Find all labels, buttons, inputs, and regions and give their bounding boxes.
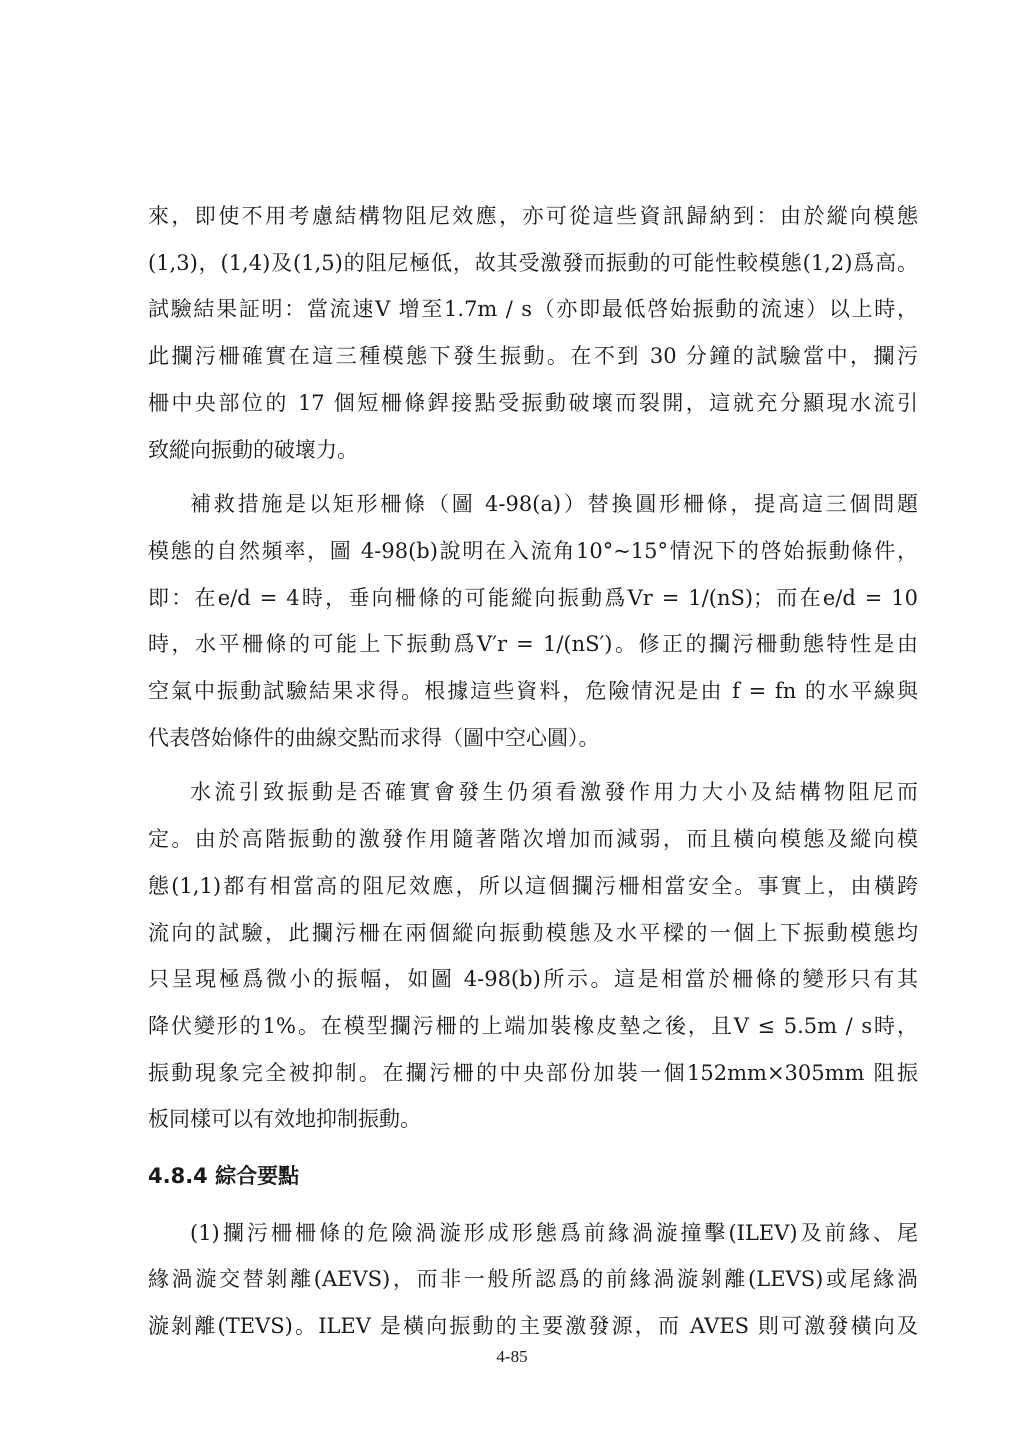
text-line: 只呈現極爲微小的振幅，如圖 4-98(b)所示。這是相當於柵條的變形只有其 <box>148 967 918 992</box>
text-line: 致縱向振動的破壞力。 <box>148 437 358 462</box>
text-line: 此攔污柵確實在這三種模態下發生振動。在不到 30 分鐘的試驗當中，攔污 <box>148 344 918 369</box>
text-line: 定。由於高階振動的激發作用隨著階次增加而減弱，而且橫向模態及縱向模 <box>148 827 918 852</box>
text-line: 模態的自然頻率，圖 4-98(b)說明在入流角10°~15°情況下的啓始振動條件， <box>148 538 918 563</box>
paragraph-3 <box>148 769 918 1143</box>
section-heading: 4.8.4 綜合要點 <box>148 1164 300 1189</box>
text-line: 代表啓始條件的曲線交點而求得（圖中空心圓）。 <box>148 725 600 750</box>
text-line: (1,3)，(1,4)及(1,5)的阻尼極低，故其受激發而振動的可能性較模態(1,2)爲高。 <box>148 250 918 275</box>
text-line: 板同樣可以有效地抑制振動。 <box>148 1107 421 1132</box>
text-line: 來，即使不用考慮結構物阻尼效應，亦可從這些資訊歸納到：由於縱向模態 <box>148 204 918 228</box>
text-line: 漩剝離(TEVS)。ILEV 是橫向振動的主要激發源，而 AVES 則可激發橫向及 <box>148 1314 918 1339</box>
text-line: 即：在e/d = 4時，垂向柵條的可能縱向振動爲Vr = 1/(nS)；而在e/d = 10 <box>148 585 918 610</box>
text-line: 時，水平柵條的可能上下振動爲V′r = 1/(nS′)。修正的攔污柵動態特性是由 <box>148 632 918 657</box>
text-line: 試驗結果証明：當流速V 增至1.7m / s（亦即最低啓始振動的流速）以上時， <box>148 297 918 322</box>
text-line: 空氣中振動試驗結果求得。根據這些資料，危險情況是由 f = fn 的水平線與 <box>148 679 918 704</box>
page-content <box>148 193 918 1350</box>
paragraph-2 <box>148 481 918 761</box>
text-line: 水流引致振動是否確實會發生仍須看激發作用力大小及結構物阻尼而 <box>190 780 918 805</box>
text-line: 柵中央部位的 17 個短柵條銲接點受振動破壞而裂開，這就充分顯現水流引 <box>148 390 918 415</box>
text-line: 降伏變形的1%。在模型攔污柵的上端加裝橡皮墊之後，且V ≤ 5.5m / s時， <box>148 1013 918 1038</box>
text-line: 流向的試驗，此攔污柵在兩個縱向振動模態及水平樑的一個上下振動模態均 <box>148 920 918 945</box>
paragraph-1 <box>148 193 918 473</box>
text-line: 振動現象完全被抑制。在攔污柵的中央部份加裝一個152mm×305mm 阻振 <box>148 1060 918 1085</box>
text-line: 補救措施是以矩形柵條（圖 4-98(a)）替換圓形柵條，提高這三個問題 <box>190 492 918 517</box>
text-line: 態(1,1)都有相當高的阻尼效應，所以這個攔污柵相當安全。事實上，由橫跨 <box>148 873 918 898</box>
page-number: 4-85 <box>496 1347 528 1366</box>
text-line: (1)攔污柵柵條的危險渦漩形成形態爲前緣渦漩撞擊(ILEV)及前緣、尾 <box>190 1220 918 1245</box>
text-line: 緣渦漩交替剝離(AEVS)，而非一般所認爲的前緣渦漩剝離(LEVS)或尾緣渦 <box>148 1267 918 1292</box>
paragraph-4 <box>148 1210 918 1350</box>
